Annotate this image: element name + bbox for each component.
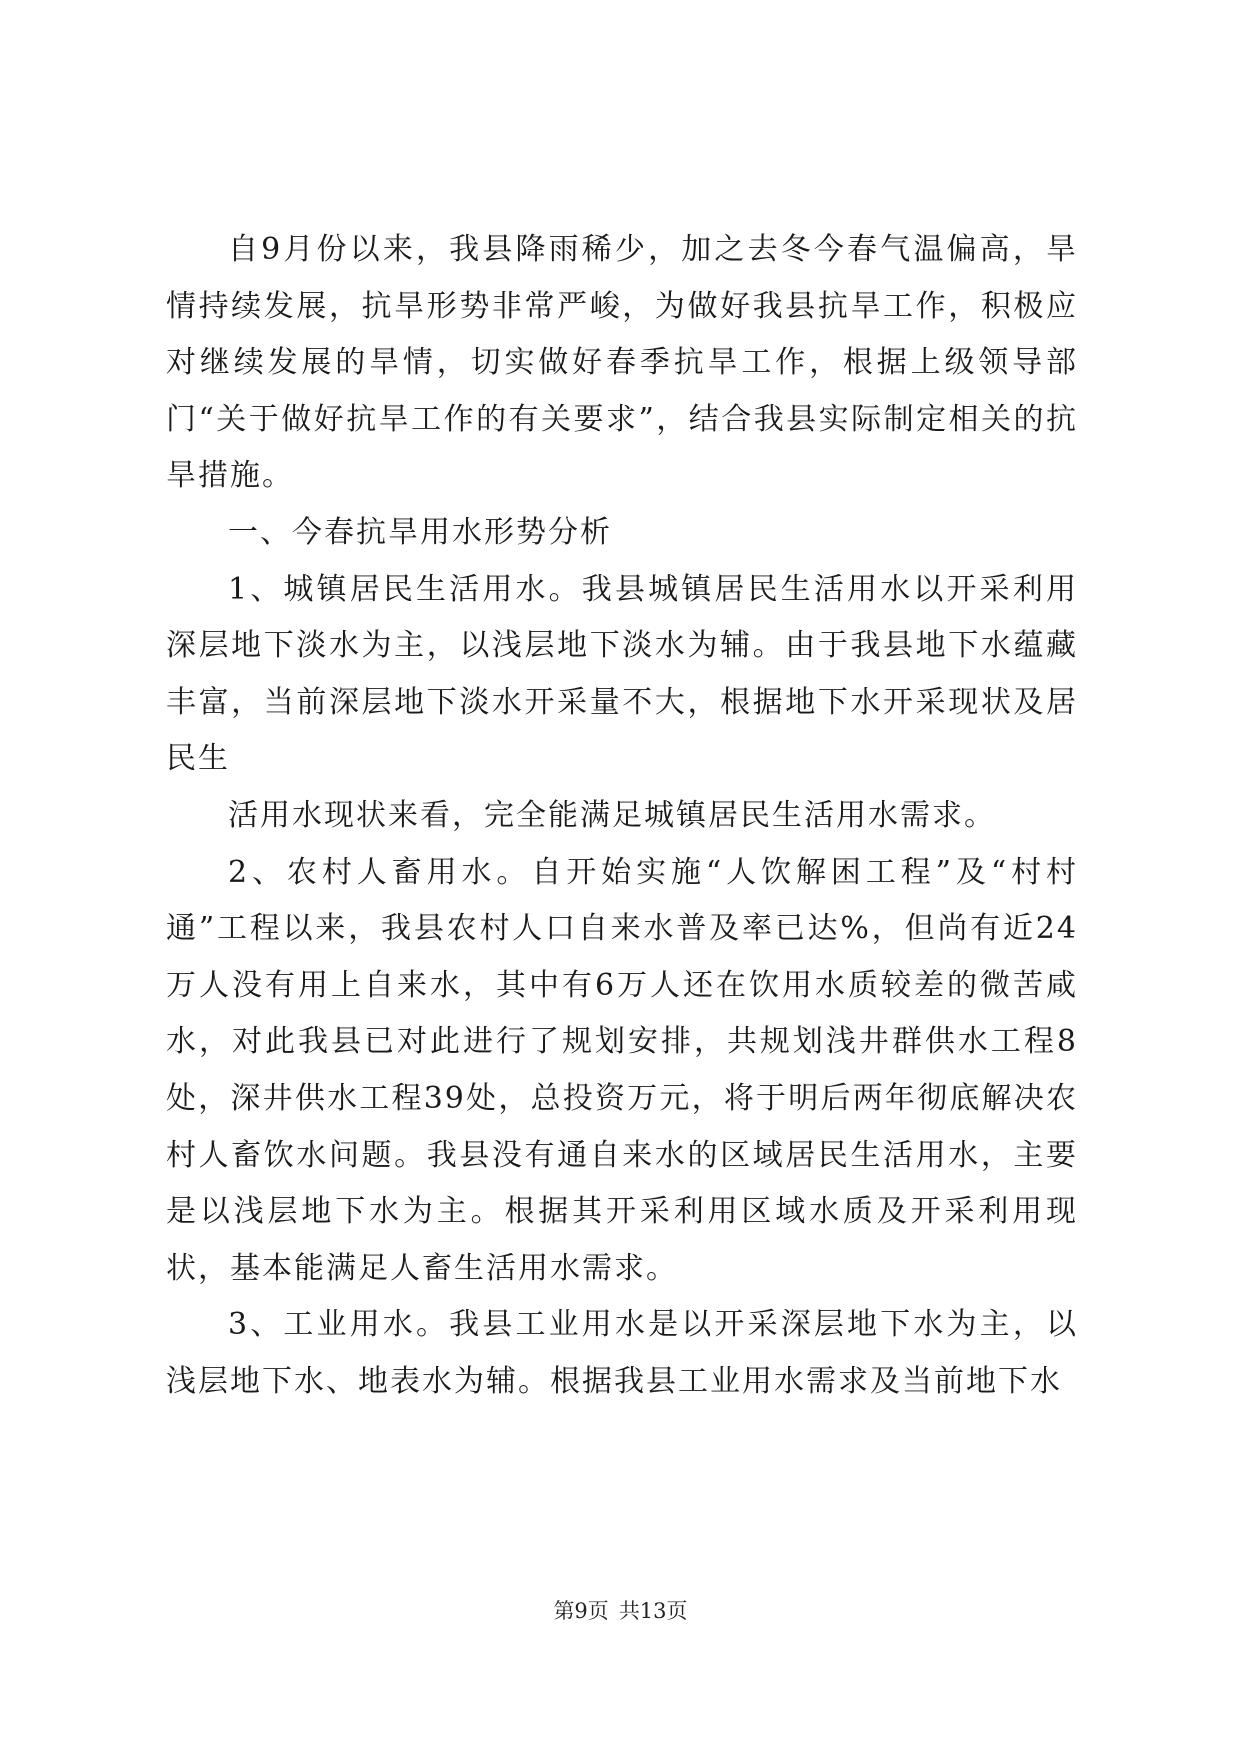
page-footer bbox=[0, 1596, 1241, 1626]
paragraph-rural-water: 2、农村人畜用水。自开始实施“人饮解困工程”及“村村通”工程以来，我县农村人口自来水普及率已达%，但尚有近24万人没有用上自来水，其中有6万人还在饮用水质较差的微苦咸水，对此我县已对此进行了规划安排，共规划浅井群供水工程8处，深井供水工程39处，总投资万元，将于明后两年彻底解决农村人畜饮水问题。我县没有通自来水的区域居民生活用水，主要是以浅层地下水为主。根据其开采利用区域水质及开采利用现状，基本能满足人畜生活用水需求。 bbox=[166, 854, 1078, 1286]
paragraph-intro: 自9月份以来，我县降雨稀少，加之去冬今春气温偏高，旱情持续发展，抗旱形势非常严峻，为做好我县抗旱工作，积极应对继续发展的旱情，切实做好春季抗旱工作，根据上级领导部门“关于做好抗旱工作的有关要求”，结合我县实际制定相关的抗旱措施。 bbox=[166, 232, 1078, 494]
paragraph-urban-water-continued: 活用水现状来看，完全能满足城镇居民生活用水需求。 bbox=[228, 797, 996, 833]
paragraph-industrial-water: 3、工业用水。我县工业用水是以开采深层地下水为主，以浅层地下水、地表水为辅。根据我县工业用水需求及当前地下水 bbox=[166, 1307, 1078, 1399]
page-number: 第9页 bbox=[553, 1599, 609, 1623]
page-total: 共13页 bbox=[618, 1599, 688, 1623]
paragraph-urban-water: 1、城镇居民生活用水。我县城镇居民生活用水以开采利用深层地下淡水为主，以浅层地下淡水为辅。由于我县地下水蕴藏丰富，当前深层地下淡水开采量不大，根据地下水开采现状及居民生 bbox=[166, 571, 1078, 777]
document-body bbox=[166, 222, 1078, 1410]
section-heading: 一、今春抗旱用水形势分析 bbox=[228, 514, 612, 550]
